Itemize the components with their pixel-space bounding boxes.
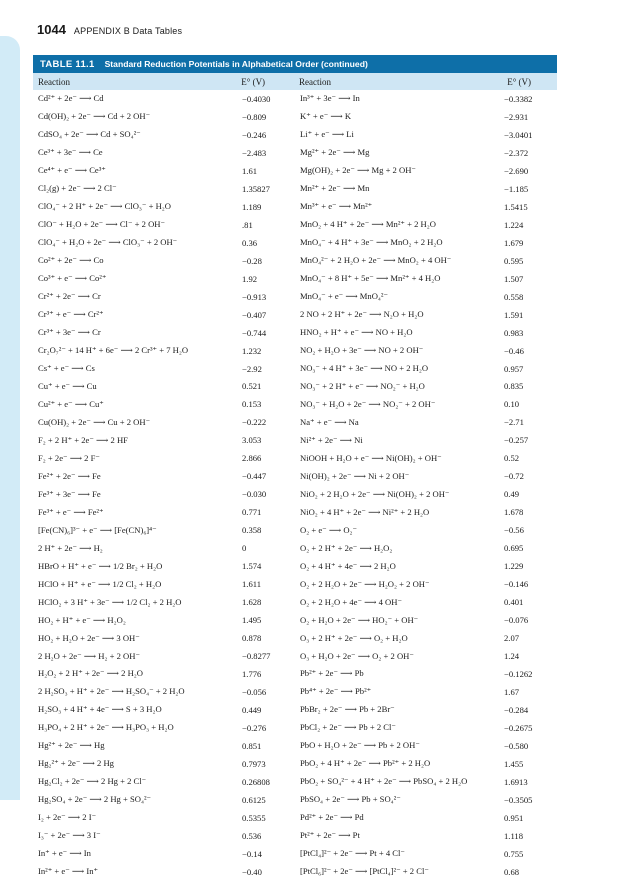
- potential-cell: −2.690: [504, 165, 529, 176]
- potential-cell: 0.449: [242, 704, 262, 715]
- table-row: [295, 719, 557, 737]
- reaction-cell: PbSO₄ + 2e⁻ ⟶ Pb + SO₄²⁻: [300, 794, 401, 805]
- potential-cell: 1.92: [242, 273, 258, 284]
- reaction-cell: 2 H₂SO₃ + H⁺ + 2e⁻ ⟶ H₂SO₄⁻ + 2 H₂O: [38, 686, 185, 697]
- reaction-cell: MnO₄⁻ + e⁻ ⟶ MnO₄²⁻: [300, 291, 389, 302]
- table-row: [33, 863, 295, 881]
- table-row: [295, 647, 557, 665]
- table-row: [33, 737, 295, 755]
- table-row: [33, 665, 295, 683]
- reaction-cell: Cl₂(g) + 2e⁻ ⟶ 2 Cl⁻: [38, 183, 117, 194]
- potential-cell: .81: [242, 219, 253, 230]
- table-row: [33, 593, 295, 611]
- reaction-cell: NiOOH + H₂O + e⁻ ⟶ Ni(OH)₂ + OH⁻: [300, 452, 442, 463]
- table-row: [33, 467, 295, 485]
- table-row: [33, 288, 295, 306]
- potential-cell: −0.809: [242, 111, 267, 122]
- table-row: [33, 180, 295, 198]
- potential-cell: 0.595: [504, 255, 524, 266]
- potential-cell: 0.49: [504, 489, 520, 500]
- reaction-cell: NO₃⁻ + 2 H⁺ + e⁻ ⟶ NO₂⁻ + H₂O: [300, 380, 425, 391]
- header-reaction-left: Reaction: [38, 76, 70, 87]
- reaction-cell: Mg²⁺ + 2e⁻ ⟶ Mg: [300, 147, 370, 158]
- table-row: [33, 719, 295, 737]
- reaction-cell: Cu(OH)₂ + 2e⁻ ⟶ Cu + 2 OH⁻: [38, 416, 151, 427]
- potential-cell: 0.6125: [242, 794, 266, 805]
- table-row: [33, 360, 295, 378]
- reaction-cell: H₂SO₃ + 4 H⁺ + 4e⁻ ⟶ S + 3 H₂O: [38, 704, 162, 715]
- reaction-cell: Cu²⁺ + e⁻ ⟶ Cu⁺: [38, 398, 104, 409]
- reaction-cell: PbBr₂ + 2e⁻ ⟶ Pb + 2Br⁻: [300, 704, 395, 715]
- reaction-cell: PbCl₂ + 2e⁻ ⟶ Pb + 2 Cl⁻: [300, 722, 396, 733]
- table-row: [295, 755, 557, 773]
- table-row: [295, 378, 557, 396]
- potential-cell: 1.224: [504, 219, 524, 230]
- potential-cell: −0.56: [504, 525, 524, 536]
- table-row: [33, 521, 295, 539]
- reaction-cell: Hg₂SO₄ + 2e⁻ ⟶ 2 Hg + SO₄²⁻: [38, 794, 152, 805]
- reaction-cell: O₂ + e⁻ ⟶ O₂⁻: [300, 524, 358, 535]
- table-row: [295, 431, 557, 449]
- potential-cell: −2.92: [242, 363, 262, 374]
- reaction-cell: I₃⁻ + 2e⁻ ⟶ 3 I⁻: [38, 830, 101, 841]
- potential-cell: −2.931: [504, 111, 529, 122]
- reaction-cell: NiO₂ + 2 H₂O + 2e⁻ ⟶ Ni(OH)₂ + 2 OH⁻: [300, 488, 450, 499]
- table-row: [295, 773, 557, 791]
- table-row: [33, 342, 295, 360]
- table-row: [33, 629, 295, 647]
- reaction-cell: Fe³⁺ + e⁻ ⟶ Fe²⁺: [38, 506, 104, 517]
- table-row: [295, 413, 557, 431]
- table-row: [33, 324, 295, 342]
- potential-cell: 1.591: [504, 309, 524, 320]
- reaction-cell: PbO + H₂O + 2e⁻ ⟶ Pb + 2 OH⁻: [300, 740, 420, 751]
- table-row: [33, 90, 295, 108]
- potential-cell: −0.257: [504, 435, 529, 446]
- potential-cell: −0.2675: [504, 722, 533, 733]
- potential-cell: 1.232: [242, 345, 262, 356]
- potential-cell: −0.407: [242, 309, 267, 320]
- potential-cell: 3.053: [242, 435, 262, 446]
- reaction-cell: Pd²⁺ + 2e⁻ ⟶ Pd: [300, 812, 364, 823]
- potential-cell: −2.483: [242, 147, 267, 158]
- reaction-cell: O₂ + 2 H⁺ + 2e⁻ ⟶ H₂O₂: [300, 542, 393, 553]
- reaction-cell: Ce³⁺ + 3e⁻ ⟶ Ce: [38, 147, 103, 158]
- table-row: [295, 611, 557, 629]
- reaction-cell: Fe³⁺ + 3e⁻ ⟶ Fe: [38, 488, 101, 499]
- table-title-bar: [33, 55, 557, 73]
- table-row: [33, 701, 295, 719]
- potential-cell: −0.146: [504, 579, 529, 590]
- table-row: [33, 647, 295, 665]
- table-row: [295, 449, 557, 467]
- running-head: APPENDIX B Data Tables: [73, 26, 183, 36]
- potential-cell: 0.358: [242, 525, 262, 536]
- reaction-cell: [PtCl₆]²⁻ + 2e⁻ ⟶ [PtCl₄]²⁻ + 2 Cl⁻: [300, 866, 429, 877]
- potential-cell: −0.276: [242, 722, 267, 733]
- table-row: [295, 467, 557, 485]
- reaction-cell: Mg(OH)₂ + 2e⁻ ⟶ Mg + 2 OH⁻: [300, 165, 416, 176]
- table-row: [33, 485, 295, 503]
- table-row: [33, 395, 295, 413]
- table-row: [33, 827, 295, 845]
- table-row: [33, 503, 295, 521]
- potential-cell: 0.68: [504, 866, 520, 877]
- reaction-cell: Cr₂O₇²⁻ + 14 H⁺ + 6e⁻ ⟶ 2 Cr³⁺ + 7 H₂O: [38, 345, 189, 356]
- potential-cell: 1.611: [242, 579, 262, 590]
- table-row: [295, 395, 557, 413]
- table-row: [295, 180, 557, 198]
- reaction-cell: MnO₄⁻ + 4 H⁺ + 3e⁻ ⟶ MnO₂ + 2 H₂O: [300, 237, 443, 248]
- reaction-cell: H₂O₂ + 2 H⁺ + 2e⁻ ⟶ 2 H₂O: [38, 668, 143, 679]
- table-row: [33, 611, 295, 629]
- reaction-cell: 2 H₂O + 2e⁻ ⟶ H₂ + 2 OH⁻: [38, 650, 141, 661]
- table-row: [33, 162, 295, 180]
- reaction-cell: HO₂ + H⁺ + e⁻ ⟶ H₂O₂: [38, 614, 126, 625]
- reaction-cell: In⁺ + e⁻ ⟶ In: [38, 848, 91, 859]
- table-row: [33, 270, 295, 288]
- table-row: [295, 539, 557, 557]
- potential-cell: −0.14: [242, 848, 262, 859]
- table-row: [33, 683, 295, 701]
- table-row: [295, 683, 557, 701]
- header-potential-left: E° (V): [241, 76, 266, 87]
- potential-cell: 1.67: [504, 686, 520, 697]
- table-row: [295, 234, 557, 252]
- header-reaction-right: Reaction: [299, 76, 331, 87]
- table-row: [295, 629, 557, 647]
- table-row: [33, 198, 295, 216]
- reaction-cell: Cr³⁺ + e⁻ ⟶ Cr²⁺: [38, 309, 104, 320]
- table-row: [295, 809, 557, 827]
- potential-cell: 2.07: [504, 633, 520, 644]
- reaction-cell: ClO₄⁻ + 2 H⁺ + 2e⁻ ⟶ ClO₃⁻ + H₂O: [38, 201, 172, 212]
- table-row: [33, 773, 295, 791]
- table-row: [33, 539, 295, 557]
- reaction-cell: Hg₂Cl₂ + 2e⁻ ⟶ 2 Hg + 2 Cl⁻: [38, 776, 147, 787]
- table-row: [295, 216, 557, 234]
- table-row: [295, 827, 557, 845]
- reaction-cell: Cr³⁺ + 3e⁻ ⟶ Cr: [38, 327, 101, 338]
- potential-cell: 1.678: [504, 507, 524, 518]
- right-column: [295, 90, 557, 881]
- reaction-cell: HClO₂ + 3 H⁺ + 3e⁻ ⟶ 1/2 Cl₂ + 2 H₂O: [38, 596, 182, 607]
- reaction-cell: NO₃⁻ + 4 H⁺ + 3e⁻ ⟶ NO + 2 H₂O: [300, 363, 429, 374]
- table-row: [295, 288, 557, 306]
- table-row: [295, 521, 557, 539]
- page-number: 1044: [37, 22, 66, 37]
- table-row: [295, 306, 557, 324]
- potential-cell: 0.401: [504, 597, 524, 608]
- side-tab-decoration: [0, 36, 20, 800]
- potential-cell: 0.7973: [242, 758, 266, 769]
- left-column: [33, 90, 295, 881]
- reaction-cell: O₂ + 4 H⁺ + 4e⁻ ⟶ 2 H₂O: [300, 560, 396, 571]
- reaction-cell: Ni²⁺ + 2e⁻ ⟶ Ni: [300, 434, 363, 445]
- potential-cell: 0.10: [504, 399, 520, 410]
- table-row: [33, 234, 295, 252]
- potential-cell: −0.284: [504, 704, 529, 715]
- reaction-cell: Cu⁺ + e⁻ ⟶ Cu: [38, 380, 97, 391]
- potential-cell: 1.574: [242, 561, 262, 572]
- potential-cell: −0.3382: [504, 93, 533, 104]
- table-row: [295, 701, 557, 719]
- potential-cell: 0.153: [242, 399, 262, 410]
- reaction-cell: Cr²⁺ + 2e⁻ ⟶ Cr: [38, 291, 101, 302]
- table-row: [33, 216, 295, 234]
- table-row: [33, 306, 295, 324]
- potential-cell: 0.835: [504, 381, 524, 392]
- reaction-cell: Mn³⁺ + e⁻ ⟶ Mn²⁺: [300, 201, 373, 212]
- potential-cell: −0.4030: [242, 93, 271, 104]
- reaction-cell: 2 NO + 2 H⁺ + 2e⁻ ⟶ N₂O + H₂O: [300, 309, 424, 320]
- reaction-cell: O₂ + 2 H₂O + 2e⁻ ⟶ H₂O₂ + 2 OH⁻: [300, 578, 430, 589]
- reaction-cell: NO₃⁻ + H₂O + 2e⁻ ⟶ NO₂⁻ + 2 OH⁻: [300, 398, 436, 409]
- table-row: [295, 324, 557, 342]
- reaction-cell: ClO⁻ + H₂O + 2e⁻ ⟶ Cl⁻ + 2 OH⁻: [38, 219, 166, 230]
- potential-cell: 0.983: [504, 327, 524, 338]
- reaction-cell: H₃PO₄ + 2 H⁺ + 2e⁻ ⟶ H₃PO₃ + H₂O: [38, 722, 174, 733]
- reaction-cell: 2 H⁺ + 2e⁻ ⟶ H₂: [38, 542, 103, 553]
- reaction-cell: MnO₄⁻ + 8 H⁺ + 5e⁻ ⟶ Mn²⁺ + 4 H₂O: [300, 273, 441, 284]
- potential-cell: −1.185: [504, 183, 529, 194]
- potential-cell: 1.628: [242, 597, 262, 608]
- table-row: [295, 575, 557, 593]
- table-row: [33, 252, 295, 270]
- table-row: [33, 575, 295, 593]
- table-row: [295, 557, 557, 575]
- potential-cell: −0.1262: [504, 668, 533, 679]
- potential-cell: −0.580: [504, 740, 529, 751]
- potential-cell: −0.056: [242, 686, 267, 697]
- table-row: [33, 431, 295, 449]
- potential-cell: 1.24: [504, 651, 520, 662]
- table-label: TABLE 11.1: [40, 58, 95, 70]
- potential-cell: 0.771: [242, 507, 262, 518]
- reaction-cell: HClO + H⁺ + e⁻ ⟶ 1/2 Cl₂ + H₂O: [38, 578, 162, 589]
- potential-cell: 1.118: [504, 830, 524, 841]
- reaction-cell: NiO₂ + 4 H⁺ + 2e⁻ ⟶ Ni²⁺ + 2 H₂O: [300, 506, 430, 517]
- reaction-cell: Cd(OH)₂ + 2e⁻ ⟶ Cd + 2 OH⁻: [38, 111, 151, 122]
- potential-cell: 0.536: [242, 830, 262, 841]
- reaction-cell: O₂ + 2 H₂O + 4e⁻ ⟶ 4 OH⁻: [300, 596, 403, 607]
- header-potential-right: E° (V): [507, 76, 532, 87]
- potential-cell: 0.755: [504, 848, 524, 859]
- reaction-cell: MnO₄²⁻ + 2 H₂O + 2e⁻ ⟶ MnO₂ + 4 OH⁻: [300, 255, 452, 266]
- table-row: [295, 252, 557, 270]
- data-table: [33, 55, 557, 881]
- table-row: [33, 557, 295, 575]
- reaction-cell: [Fe(CN)₆]³⁻ + e⁻ ⟶ [Fe(CN)₆]⁴⁻: [38, 524, 157, 535]
- reaction-cell: NO₂ + H₂O + 3e⁻ ⟶ NO + 2 OH⁻: [300, 345, 424, 356]
- table-row: [295, 863, 557, 881]
- potential-cell: 1.61: [242, 165, 258, 176]
- potential-cell: 0.558: [504, 291, 524, 302]
- potential-cell: 1.455: [504, 758, 524, 769]
- potential-cell: −0.46: [504, 345, 524, 356]
- reaction-cell: K⁺ + e⁻ ⟶ K: [300, 111, 352, 122]
- potential-cell: −2.71: [504, 417, 524, 428]
- reaction-cell: Fe²⁺ + 2e⁻ ⟶ Fe: [38, 470, 101, 481]
- reaction-cell: Pt²⁺ + 2e⁻ ⟶ Pt: [300, 830, 360, 841]
- reaction-cell: O₂ + H₂O + 2e⁻ ⟶ HO₂⁻ + OH⁻: [300, 614, 419, 625]
- potential-cell: −0.246: [242, 129, 267, 140]
- table-title: Standard Reduction Potentials in Alphabetical Order (continued): [104, 59, 368, 69]
- reaction-cell: Co²⁺ + 2e⁻ ⟶ Co: [38, 255, 104, 266]
- reaction-cell: HBrO + H⁺ + e⁻ ⟶ 1/2 Br₂ + H₂O: [38, 560, 163, 571]
- table-row: [33, 755, 295, 773]
- table-row: [295, 737, 557, 755]
- potential-cell: 0.851: [242, 740, 262, 751]
- reaction-cell: HNO₂ + H⁺ + e⁻ ⟶ NO + H₂O: [300, 327, 413, 338]
- potential-cell: −0.030: [242, 489, 267, 500]
- table-row: [295, 198, 557, 216]
- reaction-cell: I₂ + 2e⁻ ⟶ 2 I⁻: [38, 812, 97, 823]
- potential-cell: −2.372: [504, 147, 529, 158]
- potential-cell: −0.076: [504, 615, 529, 626]
- table-row: [295, 665, 557, 683]
- potential-cell: −0.28: [242, 255, 262, 266]
- potential-cell: 0.957: [504, 363, 524, 374]
- table-row: [295, 485, 557, 503]
- page-header: [37, 22, 182, 42]
- potential-cell: 0.951: [504, 812, 524, 823]
- reaction-cell: Pb⁴⁺ + 2e⁻ ⟶ Pb²⁺: [300, 686, 372, 697]
- table-row: [295, 360, 557, 378]
- potential-cell: −0.40: [242, 866, 262, 877]
- table-row: [295, 845, 557, 863]
- table-row: [33, 845, 295, 863]
- table-row: [295, 342, 557, 360]
- reaction-cell: Ni(OH)₂ + 2e⁻ ⟶ Ni + 2 OH⁻: [300, 470, 410, 481]
- reaction-cell: HO₂ + H₂O + 2e⁻ ⟶ 3 OH⁻: [38, 632, 140, 643]
- potential-cell: 0.52: [504, 453, 520, 464]
- reaction-cell: Pb²⁺ + 2e⁻ ⟶ Pb: [300, 668, 364, 679]
- reaction-cell: In²⁺ + e⁻ ⟶ In⁺: [38, 866, 99, 877]
- potential-cell: 1.5415: [504, 201, 528, 212]
- reaction-cell: MnO₂ + 4 H⁺ + 2e⁻ ⟶ Mn²⁺ + 2 H₂O: [300, 219, 436, 230]
- potential-cell: −0.8277: [242, 651, 271, 662]
- reaction-cell: F₂ + 2e⁻ ⟶ 2 F⁻: [38, 452, 100, 463]
- potential-cell: 0.36: [242, 237, 258, 248]
- reaction-cell: PbO₂ + 4 H⁺ + 2e⁻ ⟶ Pb²⁺ + 2 H₂O: [300, 758, 431, 769]
- table-row: [33, 108, 295, 126]
- table-row: [33, 413, 295, 431]
- reaction-cell: O₃ + H₂O + 2e⁻ ⟶ O₂ + 2 OH⁻: [300, 650, 414, 661]
- table-row: [33, 809, 295, 827]
- potential-cell: 1.495: [242, 615, 262, 626]
- reaction-cell: Co³⁺ + e⁻ ⟶ Co²⁺: [38, 273, 107, 284]
- table-row: [33, 126, 295, 144]
- table-row: [295, 90, 557, 108]
- table-row: [295, 270, 557, 288]
- potential-cell: 1.229: [504, 561, 524, 572]
- potential-cell: 2.866: [242, 453, 262, 464]
- potential-cell: −0.3505: [504, 794, 533, 805]
- reaction-cell: Li⁺ + e⁻ ⟶ Li: [300, 129, 354, 140]
- table-row: [33, 144, 295, 162]
- table-row: [295, 144, 557, 162]
- reaction-cell: CdSO₄ + 2e⁻ ⟶ Cd + SO₄²⁻: [38, 129, 141, 140]
- table-row: [33, 378, 295, 396]
- reaction-cell: PbO₂ + SO₄²⁻ + 4 H⁺ + 2e⁻ ⟶ PbSO₄ + 2 H₂O: [300, 776, 468, 787]
- table-row: [33, 449, 295, 467]
- potential-cell: 0.26808: [242, 776, 270, 787]
- reaction-cell: Ce⁴⁺ + e⁻ ⟶ Ce³⁺: [38, 165, 106, 176]
- reaction-cell: Cd²⁺ + 2e⁻ ⟶ Cd: [38, 93, 104, 104]
- table-row: [295, 108, 557, 126]
- potential-cell: 0.878: [242, 633, 262, 644]
- potential-cell: −0.744: [242, 327, 267, 338]
- potential-cell: 1.6913: [504, 776, 528, 787]
- table-row: [295, 503, 557, 521]
- potential-cell: 0.695: [504, 543, 524, 554]
- table-row: [295, 126, 557, 144]
- potential-cell: 1.679: [504, 237, 524, 248]
- potential-cell: 1.35827: [242, 183, 270, 194]
- potential-cell: −0.913: [242, 291, 267, 302]
- potential-cell: 1.776: [242, 668, 262, 679]
- potential-cell: 1.507: [504, 273, 524, 284]
- reaction-cell: Cs⁺ + e⁻ ⟶ Cs: [38, 363, 95, 374]
- reaction-cell: F₂ + 2 H⁺ + 2e⁻ ⟶ 2 HF: [38, 434, 128, 445]
- potential-cell: 0: [242, 543, 247, 554]
- reaction-cell: Hg₂²⁺ + 2e⁻ ⟶ 2 Hg: [38, 758, 114, 769]
- potential-cell: 0.5355: [242, 812, 266, 823]
- reaction-cell: Mn²⁺ + 2e⁻ ⟶ Mn: [300, 183, 370, 194]
- potential-cell: 1.189: [242, 201, 262, 212]
- reaction-cell: In³⁺ + 3e⁻ ⟶ In: [300, 93, 360, 104]
- potential-cell: −0.72: [504, 471, 524, 482]
- potential-cell: −0.447: [242, 471, 267, 482]
- reaction-cell: [PtCl₄]²⁻ + 2e⁻ ⟶ Pt + 4 Cl⁻: [300, 848, 405, 859]
- reaction-cell: O₃ + 2 H⁺ + 2e⁻ ⟶ O₂ + H₂O: [300, 632, 408, 643]
- reaction-cell: ClO₄⁻ + H₂O + 2e⁻ ⟶ ClO₃⁻ + 2 OH⁻: [38, 237, 178, 248]
- reaction-cell: Hg²⁺ + 2e⁻ ⟶ Hg: [38, 740, 105, 751]
- table-row: [295, 593, 557, 611]
- column-headers: [33, 73, 557, 90]
- reaction-cell: Na⁺ + e⁻ ⟶ Na: [300, 416, 359, 427]
- table-row: [295, 162, 557, 180]
- potential-cell: −0.222: [242, 417, 267, 428]
- potential-cell: 0.521: [242, 381, 262, 392]
- potential-cell: −3.0401: [504, 129, 533, 140]
